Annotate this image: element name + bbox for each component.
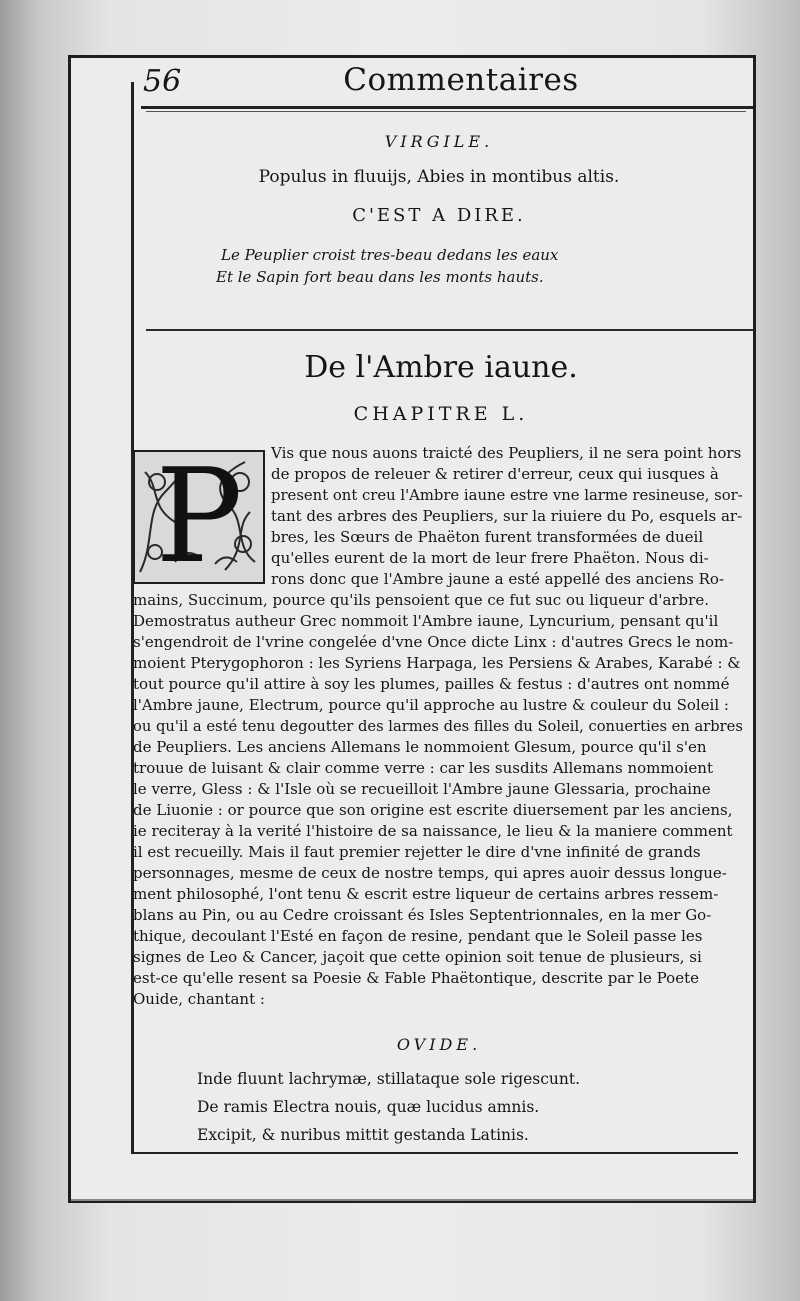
french-verse-2: Et le Sapin fort beau dans les monts hauts.: [216, 268, 544, 286]
body-line: rons donc que l'Ambre jaune a esté appellé des anciens Ro-: [271, 570, 725, 588]
running-title: Commentaires: [343, 62, 579, 98]
margin-rule-bottom: [131, 1152, 738, 1154]
body-line: Demostratus autheur Grec nommoit l'Ambre iaune, Lyncurium, pensant qu'il: [133, 612, 719, 630]
latin-verse: Populus in fluuijs, Abies in montibus altis.: [258, 167, 620, 187]
body-line: Vis que nous auons traicté des Peupliers, il ne sera point hors: [271, 444, 742, 462]
page-number: 56: [143, 64, 182, 99]
body-line: l'Ambre jaune, Electrum, pource qu'il approche au lustre & couleur du Soleil :: [133, 696, 729, 714]
body-line: blans au Pin, ou au Cedre croissant és Isles Septentrionnales, en la mer Go-: [133, 906, 712, 924]
body-line: trouue de luisant & clair comme verre : car les susdits Allemans nommoient: [133, 759, 713, 777]
body-line: tant des arbres des Peupliers, sur la riuiere du Po, esquels ar-: [271, 507, 743, 525]
quote-poet-ovide: OVIDE.: [396, 1035, 482, 1054]
body-line: de propos de releuer & retirer d'erreur, ceux qui iusques à: [271, 465, 719, 483]
decorated-initial: [133, 450, 265, 584]
section-rule: [146, 329, 754, 331]
body-line: le verre, Gless : & l'Isle où se recueilloit l'Ambre jaune Glessaria, prochaine: [133, 780, 711, 798]
body-line: present ont creu l'Ambre iaune estre vne larme resineuse, sor-: [271, 486, 743, 504]
body-line: est-ce qu'elle resent sa Poesie & Fable Phaëtontique, descrite par le Poete: [133, 969, 699, 987]
ovid-verse-1: Inde fluunt lachrymæ, stillataque sole rigescunt.: [197, 1070, 581, 1088]
body-line: qu'elles eurent de la mort de leur frere Phaëton. Nous di-: [271, 549, 709, 567]
body-line: il est recueilly. Mais il faut premier rejetter le dire d'vne infinité de grands: [133, 843, 701, 861]
body-line: mains, Succinum, pource qu'ils pensoient que ce fut suc ou liqueur d'arbre.: [133, 591, 709, 609]
ovid-verse-2: De ramis Electra nouis, quæ lucidus amnis.: [197, 1098, 540, 1116]
chapter-heading: CHAPITRE L.: [353, 403, 529, 425]
body-line: personnages, mesme de ceux de nostre temps, qui apres auoir dessus longue-: [133, 864, 727, 882]
body-line: s'engendroit de l'vrine congelée d'vne Once dicte Linx : d'autres Grecs le nom-: [133, 633, 734, 651]
dropcap-letter: P: [155, 450, 243, 584]
french-verse-1: Le Peuplier croist tres-beau dedans les eaux: [221, 246, 559, 264]
body-line: tout pource qu'il attire à soy les plumes, pailles & festus : d'autres ont nommé: [133, 675, 730, 693]
section-title: De l'Ambre iaune.: [304, 350, 578, 385]
body-line: moient Pterygophoron : les Syriens Harpaga, les Persiens & Arabes, Karabé : &: [133, 654, 741, 672]
body-line: de Liuonie : or pource que son origine est escrite diuersement par les anciens,: [133, 801, 733, 819]
body-line: thique, decoulant l'Esté en façon de resine, pendant que le Soleil passe les: [133, 927, 703, 945]
header-rule: [141, 106, 753, 109]
page-bottom-edge: [71, 1199, 753, 1201]
body-line: signes de Leo & Cancer, jaçoit que cette opinion soit tenue de plusieurs, si: [133, 948, 702, 966]
body-line: ie reciteray à la verité l'histoire de sa naissance, le lieu & la maniere comment: [133, 822, 733, 840]
body-line: Ouide, chantant :: [133, 990, 265, 1008]
body-line: de Peupliers. Les anciens Allemans le nommoient Glesum, pource qu'il s'en: [133, 738, 707, 756]
ovid-verse-3: Excipit, & nuribus mittit gestanda Latinis.: [197, 1126, 529, 1144]
cest-a-dire: C'EST A DIRE.: [352, 205, 526, 226]
header-rule-thin: [146, 111, 746, 112]
book-page: [68, 55, 756, 1203]
body-line: bres, les Sœurs de Phaëton furent transformées de dueil: [271, 528, 704, 546]
body-line: ou qu'il a esté tenu degoutter des larmes des filles du Soleil, conuerties en arbres: [133, 717, 743, 735]
body-line: ment philosophé, l'ont tenu & escrit estre liqueur de certains arbres ressem-: [133, 885, 719, 903]
quote-poet-virgile: VIRGILE.: [384, 132, 494, 151]
